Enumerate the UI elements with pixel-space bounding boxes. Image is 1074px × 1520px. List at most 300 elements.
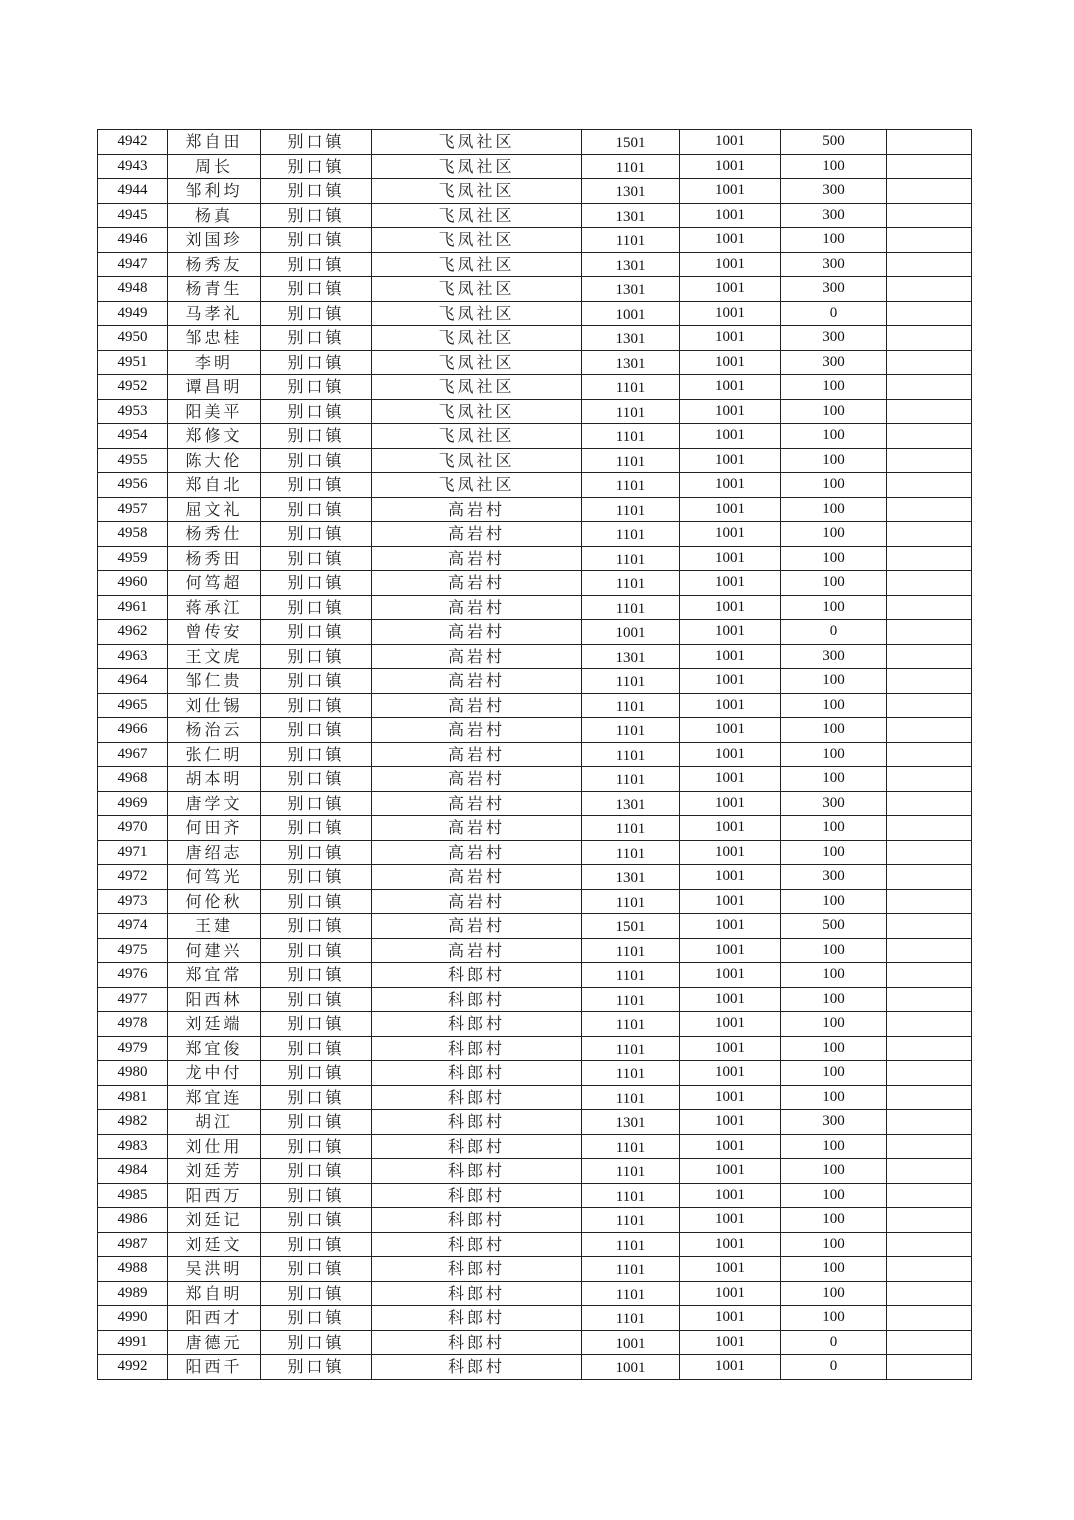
record-id-cell: 4967	[98, 742, 168, 767]
code-b-cell: 1001	[680, 1257, 781, 1282]
person-name-cell: 谭昌明	[168, 375, 261, 400]
remark-cell	[887, 277, 972, 302]
table-row	[98, 620, 972, 645]
record-id-cell: 4981	[98, 1085, 168, 1110]
person-name-cell: 邹仁贵	[168, 669, 261, 694]
code-b-cell: 1001	[680, 1355, 781, 1380]
person-name-cell: 郑宜常	[168, 963, 261, 988]
remark-cell	[887, 767, 972, 792]
code-b-cell: 1001	[680, 1208, 781, 1233]
remark-cell	[887, 228, 972, 253]
town-cell: 别口镇	[261, 326, 372, 351]
remark-cell	[887, 1281, 972, 1306]
record-id-cell: 4959	[98, 546, 168, 571]
amount-cell: 0	[781, 1355, 887, 1380]
person-name-cell: 刘廷芳	[168, 1159, 261, 1184]
person-name-cell: 杨真	[168, 203, 261, 228]
person-name-cell: 郑修文	[168, 424, 261, 449]
amount-cell: 100	[781, 816, 887, 841]
village-cell: 飞凤社区	[372, 252, 582, 277]
town-cell: 别口镇	[261, 473, 372, 498]
remark-cell	[887, 718, 972, 743]
code-b-cell: 1001	[680, 179, 781, 204]
record-id-cell: 4955	[98, 448, 168, 473]
remark-cell	[887, 375, 972, 400]
code-a-cell: 1101	[582, 497, 680, 522]
town-cell: 别口镇	[261, 522, 372, 547]
table-row	[98, 914, 972, 939]
table-row	[98, 350, 972, 375]
village-cell: 科郎村	[372, 1306, 582, 1331]
table-row	[98, 1159, 972, 1184]
remark-cell	[887, 620, 972, 645]
code-a-cell: 1101	[582, 154, 680, 179]
person-name-cell: 郑自北	[168, 473, 261, 498]
code-a-cell: 1301	[582, 865, 680, 890]
record-id-cell: 4949	[98, 301, 168, 326]
code-b-cell: 1001	[680, 375, 781, 400]
table-row	[98, 840, 972, 865]
town-cell: 别口镇	[261, 889, 372, 914]
remark-cell	[887, 1036, 972, 1061]
amount-cell: 100	[781, 571, 887, 596]
code-b-cell: 1001	[680, 742, 781, 767]
remark-cell	[887, 889, 972, 914]
amount-cell: 100	[781, 1208, 887, 1233]
amount-cell: 100	[781, 1036, 887, 1061]
record-id-cell: 4978	[98, 1012, 168, 1037]
amount-cell: 100	[781, 546, 887, 571]
amount-cell: 100	[781, 1012, 887, 1037]
code-b-cell: 1001	[680, 203, 781, 228]
amount-cell: 100	[781, 228, 887, 253]
code-b-cell: 1001	[680, 252, 781, 277]
remark-cell	[887, 1061, 972, 1086]
town-cell: 别口镇	[261, 130, 372, 155]
village-cell: 高岩村	[372, 865, 582, 890]
code-a-cell: 1101	[582, 571, 680, 596]
amount-cell: 100	[781, 938, 887, 963]
record-id-cell: 4948	[98, 277, 168, 302]
record-id-cell: 4966	[98, 718, 168, 743]
town-cell: 别口镇	[261, 154, 372, 179]
code-a-cell: 1101	[582, 742, 680, 767]
village-cell: 高岩村	[372, 889, 582, 914]
table-row	[98, 424, 972, 449]
code-b-cell: 1001	[680, 1330, 781, 1355]
code-b-cell: 1001	[680, 546, 781, 571]
record-id-cell: 4951	[98, 350, 168, 375]
person-name-cell: 何笃光	[168, 865, 261, 890]
code-a-cell: 1101	[582, 1134, 680, 1159]
person-name-cell: 刘仕用	[168, 1134, 261, 1159]
code-a-cell: 1101	[582, 375, 680, 400]
person-name-cell: 何田齐	[168, 816, 261, 841]
record-id-cell: 4972	[98, 865, 168, 890]
remark-cell	[887, 522, 972, 547]
person-name-cell: 阳西林	[168, 987, 261, 1012]
code-b-cell: 1001	[680, 791, 781, 816]
amount-cell: 100	[781, 1281, 887, 1306]
person-name-cell: 杨秀友	[168, 252, 261, 277]
village-cell: 飞凤社区	[372, 277, 582, 302]
code-a-cell: 1101	[582, 399, 680, 424]
person-name-cell: 刘廷记	[168, 1208, 261, 1233]
table-row	[98, 1183, 972, 1208]
code-a-cell: 1301	[582, 326, 680, 351]
town-cell: 别口镇	[261, 1257, 372, 1282]
code-a-cell: 1101	[582, 1232, 680, 1257]
code-a-cell: 1001	[582, 620, 680, 645]
amount-cell: 100	[781, 1257, 887, 1282]
amount-cell: 100	[781, 1232, 887, 1257]
code-b-cell: 1001	[680, 595, 781, 620]
code-a-cell: 1101	[582, 1208, 680, 1233]
code-a-cell: 1101	[582, 1281, 680, 1306]
code-b-cell: 1001	[680, 399, 781, 424]
village-cell: 科郎村	[372, 1355, 582, 1380]
record-id-cell: 4988	[98, 1257, 168, 1282]
code-b-cell: 1001	[680, 277, 781, 302]
table-row	[98, 1306, 972, 1331]
person-name-cell: 刘廷文	[168, 1232, 261, 1257]
table-row	[98, 644, 972, 669]
table-row	[98, 522, 972, 547]
village-cell: 科郎村	[372, 963, 582, 988]
table-row	[98, 326, 972, 351]
village-cell: 高岩村	[372, 595, 582, 620]
amount-cell: 300	[781, 350, 887, 375]
table-row	[98, 938, 972, 963]
town-cell: 别口镇	[261, 424, 372, 449]
record-id-cell: 4974	[98, 914, 168, 939]
amount-cell: 100	[781, 375, 887, 400]
town-cell: 别口镇	[261, 865, 372, 890]
record-id-cell: 4976	[98, 963, 168, 988]
amount-cell: 100	[781, 473, 887, 498]
code-a-cell: 1001	[582, 1355, 680, 1380]
table-row	[98, 1110, 972, 1135]
person-name-cell: 何建兴	[168, 938, 261, 963]
town-cell: 别口镇	[261, 1110, 372, 1135]
amount-cell: 300	[781, 791, 887, 816]
amount-cell: 300	[781, 644, 887, 669]
person-name-cell: 刘廷端	[168, 1012, 261, 1037]
code-b-cell: 1001	[680, 154, 781, 179]
town-cell: 别口镇	[261, 620, 372, 645]
table-row	[98, 1085, 972, 1110]
town-cell: 别口镇	[261, 1355, 372, 1380]
code-a-cell: 1101	[582, 424, 680, 449]
village-cell: 飞凤社区	[372, 203, 582, 228]
remark-cell	[887, 1012, 972, 1037]
remark-cell	[887, 350, 972, 375]
amount-cell: 300	[781, 865, 887, 890]
record-id-cell: 4980	[98, 1061, 168, 1086]
amount-cell: 300	[781, 326, 887, 351]
code-a-cell: 1101	[582, 546, 680, 571]
town-cell: 别口镇	[261, 987, 372, 1012]
village-cell: 高岩村	[372, 742, 582, 767]
remark-cell	[887, 914, 972, 939]
village-cell: 高岩村	[372, 669, 582, 694]
code-b-cell: 1001	[680, 1306, 781, 1331]
table-row	[98, 571, 972, 596]
amount-cell: 300	[781, 252, 887, 277]
amount-cell: 100	[781, 424, 887, 449]
remark-cell	[887, 595, 972, 620]
remark-cell	[887, 1208, 972, 1233]
person-name-cell: 杨治云	[168, 718, 261, 743]
code-b-cell: 1001	[680, 963, 781, 988]
table-row	[98, 473, 972, 498]
amount-cell: 100	[781, 767, 887, 792]
amount-cell: 100	[781, 987, 887, 1012]
person-name-cell: 郑自田	[168, 130, 261, 155]
code-b-cell: 1001	[680, 1036, 781, 1061]
remark-cell	[887, 865, 972, 890]
code-a-cell: 1301	[582, 203, 680, 228]
record-id-cell: 4969	[98, 791, 168, 816]
code-a-cell: 1501	[582, 914, 680, 939]
person-name-cell: 张仁明	[168, 742, 261, 767]
table-row	[98, 987, 972, 1012]
amount-cell: 100	[781, 742, 887, 767]
table-row	[98, 448, 972, 473]
code-b-cell: 1001	[680, 693, 781, 718]
table-row	[98, 963, 972, 988]
remark-cell	[887, 448, 972, 473]
table-row	[98, 130, 972, 155]
amount-cell: 100	[781, 669, 887, 694]
village-cell: 科郎村	[372, 1134, 582, 1159]
person-name-cell: 屈文礼	[168, 497, 261, 522]
town-cell: 别口镇	[261, 497, 372, 522]
amount-cell: 100	[781, 399, 887, 424]
person-name-cell: 陈大伦	[168, 448, 261, 473]
record-id-cell: 4968	[98, 767, 168, 792]
remark-cell	[887, 1110, 972, 1135]
person-name-cell: 郑宜连	[168, 1085, 261, 1110]
town-cell: 别口镇	[261, 718, 372, 743]
village-cell: 科郎村	[372, 987, 582, 1012]
table-row	[98, 228, 972, 253]
amount-cell: 100	[781, 1061, 887, 1086]
code-a-cell: 1101	[582, 816, 680, 841]
amount-cell: 100	[781, 889, 887, 914]
village-cell: 高岩村	[372, 497, 582, 522]
remark-cell	[887, 1232, 972, 1257]
record-id-cell: 4984	[98, 1159, 168, 1184]
person-name-cell: 杨青生	[168, 277, 261, 302]
code-b-cell: 1001	[680, 1085, 781, 1110]
table-row	[98, 1330, 972, 1355]
remark-cell	[887, 252, 972, 277]
town-cell: 别口镇	[261, 203, 372, 228]
record-id-cell: 4962	[98, 620, 168, 645]
table-row	[98, 1281, 972, 1306]
person-name-cell: 阳美平	[168, 399, 261, 424]
village-cell: 飞凤社区	[372, 399, 582, 424]
remark-cell	[887, 1257, 972, 1282]
amount-cell: 500	[781, 914, 887, 939]
village-cell: 高岩村	[372, 840, 582, 865]
record-id-cell: 4975	[98, 938, 168, 963]
village-cell: 高岩村	[372, 522, 582, 547]
amount-cell: 500	[781, 130, 887, 155]
remark-cell	[887, 1085, 972, 1110]
remark-cell	[887, 1134, 972, 1159]
person-name-cell: 阳西千	[168, 1355, 261, 1380]
town-cell: 别口镇	[261, 1159, 372, 1184]
table-row	[98, 1012, 972, 1037]
town-cell: 别口镇	[261, 816, 372, 841]
record-id-cell: 4977	[98, 987, 168, 1012]
table-row	[98, 1061, 972, 1086]
code-b-cell: 1001	[680, 1134, 781, 1159]
town-cell: 别口镇	[261, 350, 372, 375]
amount-cell: 100	[781, 1134, 887, 1159]
record-id-cell: 4963	[98, 644, 168, 669]
person-name-cell: 郑宜俊	[168, 1036, 261, 1061]
village-cell: 飞凤社区	[372, 130, 582, 155]
village-cell: 科郎村	[372, 1232, 582, 1257]
table-row	[98, 693, 972, 718]
village-cell: 科郎村	[372, 1330, 582, 1355]
remark-cell	[887, 473, 972, 498]
record-id-cell: 4991	[98, 1330, 168, 1355]
record-id-cell: 4946	[98, 228, 168, 253]
remark-cell	[887, 1330, 972, 1355]
town-cell: 别口镇	[261, 595, 372, 620]
amount-cell: 100	[781, 595, 887, 620]
remark-cell	[887, 791, 972, 816]
town-cell: 别口镇	[261, 1134, 372, 1159]
town-cell: 别口镇	[261, 938, 372, 963]
person-name-cell: 吴洪明	[168, 1257, 261, 1282]
town-cell: 别口镇	[261, 669, 372, 694]
amount-cell: 100	[781, 1085, 887, 1110]
amount-cell: 100	[781, 718, 887, 743]
person-name-cell: 胡江	[168, 1110, 261, 1135]
remark-cell	[887, 987, 972, 1012]
table-row	[98, 767, 972, 792]
remark-cell	[887, 179, 972, 204]
town-cell: 别口镇	[261, 228, 372, 253]
code-a-cell: 1301	[582, 1110, 680, 1135]
code-b-cell: 1001	[680, 644, 781, 669]
town-cell: 别口镇	[261, 840, 372, 865]
village-cell: 飞凤社区	[372, 375, 582, 400]
record-id-cell: 4982	[98, 1110, 168, 1135]
amount-cell: 100	[781, 522, 887, 547]
table-row	[98, 865, 972, 890]
person-name-cell: 刘仕锡	[168, 693, 261, 718]
record-id-cell: 4990	[98, 1306, 168, 1331]
remark-cell	[887, 1159, 972, 1184]
record-id-cell: 4985	[98, 1183, 168, 1208]
remark-cell	[887, 424, 972, 449]
table-row	[98, 497, 972, 522]
record-id-cell: 4952	[98, 375, 168, 400]
table-row	[98, 546, 972, 571]
code-b-cell: 1001	[680, 1281, 781, 1306]
table-row	[98, 179, 972, 204]
record-id-cell: 4944	[98, 179, 168, 204]
amount-cell: 100	[781, 1183, 887, 1208]
record-id-cell: 4942	[98, 130, 168, 155]
town-cell: 别口镇	[261, 1183, 372, 1208]
person-name-cell: 刘国珍	[168, 228, 261, 253]
remark-cell	[887, 1355, 972, 1380]
code-a-cell: 1101	[582, 473, 680, 498]
code-b-cell: 1001	[680, 914, 781, 939]
record-id-cell: 4971	[98, 840, 168, 865]
table-row	[98, 252, 972, 277]
table-row	[98, 1036, 972, 1061]
record-id-cell: 4957	[98, 497, 168, 522]
code-b-cell: 1001	[680, 424, 781, 449]
table-row	[98, 889, 972, 914]
amount-cell: 300	[781, 203, 887, 228]
person-name-cell: 邹利均	[168, 179, 261, 204]
town-cell: 别口镇	[261, 1012, 372, 1037]
village-cell: 科郎村	[372, 1281, 582, 1306]
code-a-cell: 1101	[582, 1306, 680, 1331]
town-cell: 别口镇	[261, 742, 372, 767]
table-row	[98, 301, 972, 326]
village-cell: 高岩村	[372, 816, 582, 841]
village-cell: 高岩村	[372, 938, 582, 963]
code-b-cell: 1001	[680, 816, 781, 841]
town-cell: 别口镇	[261, 1232, 372, 1257]
table-row	[98, 277, 972, 302]
amount-cell: 0	[781, 301, 887, 326]
record-id-cell: 4986	[98, 1208, 168, 1233]
amount-cell: 100	[781, 497, 887, 522]
town-cell: 别口镇	[261, 252, 372, 277]
village-cell: 科郎村	[372, 1208, 582, 1233]
town-cell: 别口镇	[261, 914, 372, 939]
remark-cell	[887, 669, 972, 694]
code-b-cell: 1001	[680, 938, 781, 963]
remark-cell	[887, 644, 972, 669]
code-b-cell: 1001	[680, 1183, 781, 1208]
code-a-cell: 1101	[582, 1159, 680, 1184]
village-cell: 高岩村	[372, 620, 582, 645]
remark-cell	[887, 546, 972, 571]
person-name-cell: 杨秀仕	[168, 522, 261, 547]
town-cell: 别口镇	[261, 375, 372, 400]
code-b-cell: 1001	[680, 767, 781, 792]
town-cell: 别口镇	[261, 963, 372, 988]
table-row	[98, 1208, 972, 1233]
code-b-cell: 1001	[680, 301, 781, 326]
code-a-cell: 1101	[582, 987, 680, 1012]
person-name-cell: 龙中付	[168, 1061, 261, 1086]
person-name-cell: 马孝礼	[168, 301, 261, 326]
code-b-cell: 1001	[680, 987, 781, 1012]
record-id-cell: 4960	[98, 571, 168, 596]
town-cell: 别口镇	[261, 1085, 372, 1110]
remark-cell	[887, 742, 972, 767]
code-a-cell: 1301	[582, 179, 680, 204]
code-a-cell: 1101	[582, 840, 680, 865]
amount-cell: 300	[781, 179, 887, 204]
record-id-cell: 4961	[98, 595, 168, 620]
remark-cell	[887, 963, 972, 988]
person-name-cell: 唐学文	[168, 791, 261, 816]
